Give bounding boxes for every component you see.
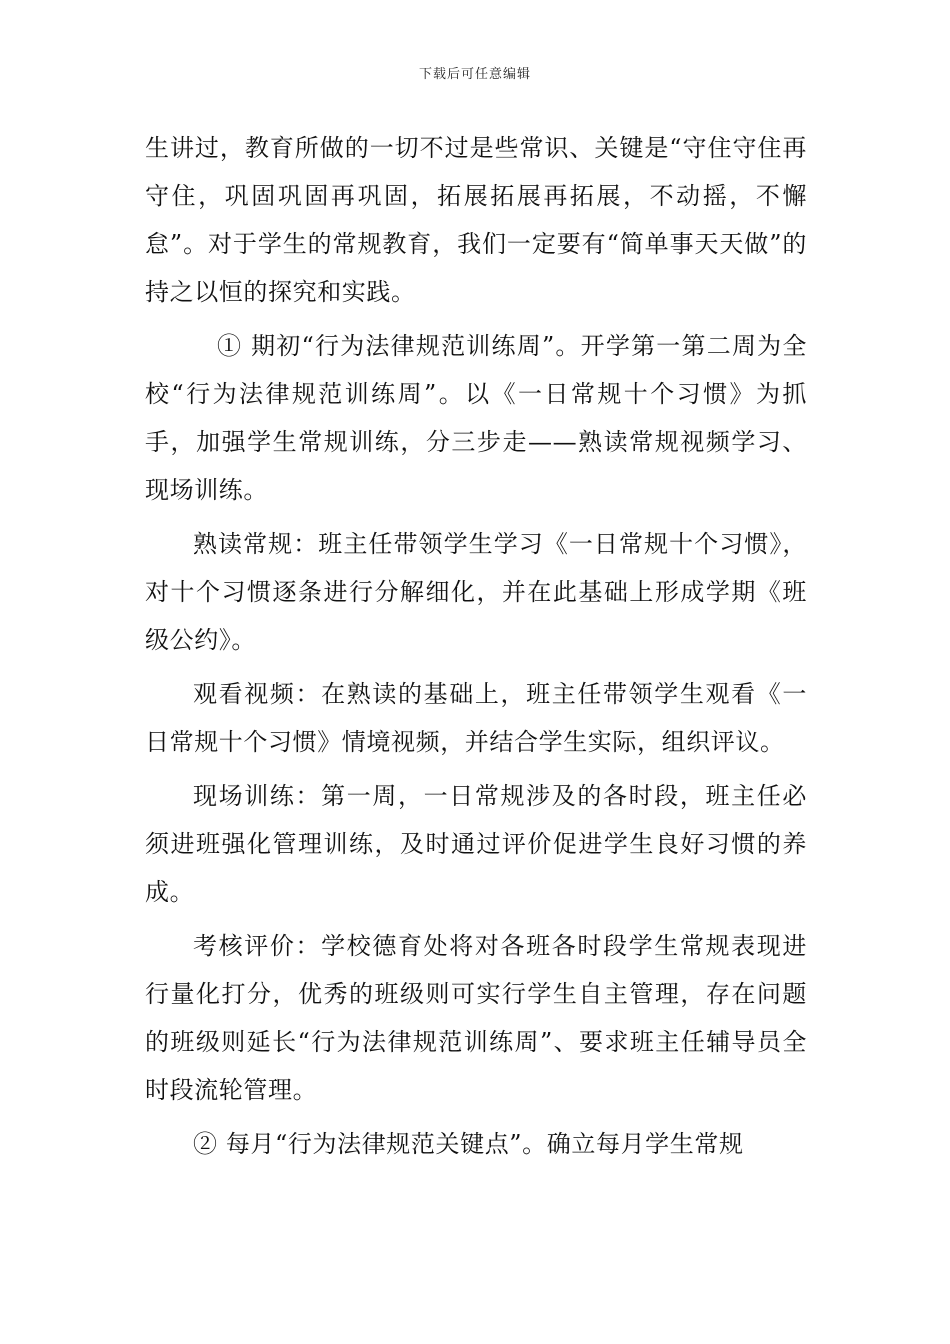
- document-body: [145, 124, 807, 1168]
- paragraph-assessment: 考核评价：学校德育处将对各班各时段学生常规表现进行量化打分，优秀的班级则可实行学生自主管理，存在问题的班级则延长“行为法律规范训练周”、要求班主任辅导员全时段流轮管理。: [145, 932, 807, 1104]
- paragraph-continuation: 生讲过，教育所做的一切不过是些常识、关键是“守住守住再守住，巩固巩固再巩固，拓展拓展再拓展，不动摇，不懈怠”。对于学生的常规教育，我们一定要有“简单事天天做”的持之以恒的探究和实践。: [145, 134, 807, 306]
- paragraph-read-rules: 熟读常规：班主任带领学生学习《一日常规十个习惯》，对十个习惯逐条进行分解细化，并在此基础上形成学期《班级公约》。: [145, 530, 807, 654]
- page-header-note: 下载后可任意编辑: [418, 67, 531, 82]
- paragraph-item-2: ② 每月“行为法律规范关键点”。确立每月学生常规: [193, 1130, 744, 1158]
- paragraph-item-1: ① 期初“行为法律规范训练周”。开学第一第二周为全校“行为法律规范训练周”。以《一日常规十个习惯》为抓手，加强学生常规训练，分三步走——熟读常规视频学习、现场训练。: [145, 332, 807, 504]
- paragraph-watch-video: 观看视频：在熟读的基础上，班主任带领学生观看《一日常规十个习惯》情境视频，并结合学生实际，组织评议。: [145, 680, 807, 756]
- paragraph-onsite-training: 现场训练：第一周，一日常规涉及的各时段，班主任必须进班强化管理训练，及时通过评价促进学生良好习惯的养成。: [145, 782, 807, 906]
